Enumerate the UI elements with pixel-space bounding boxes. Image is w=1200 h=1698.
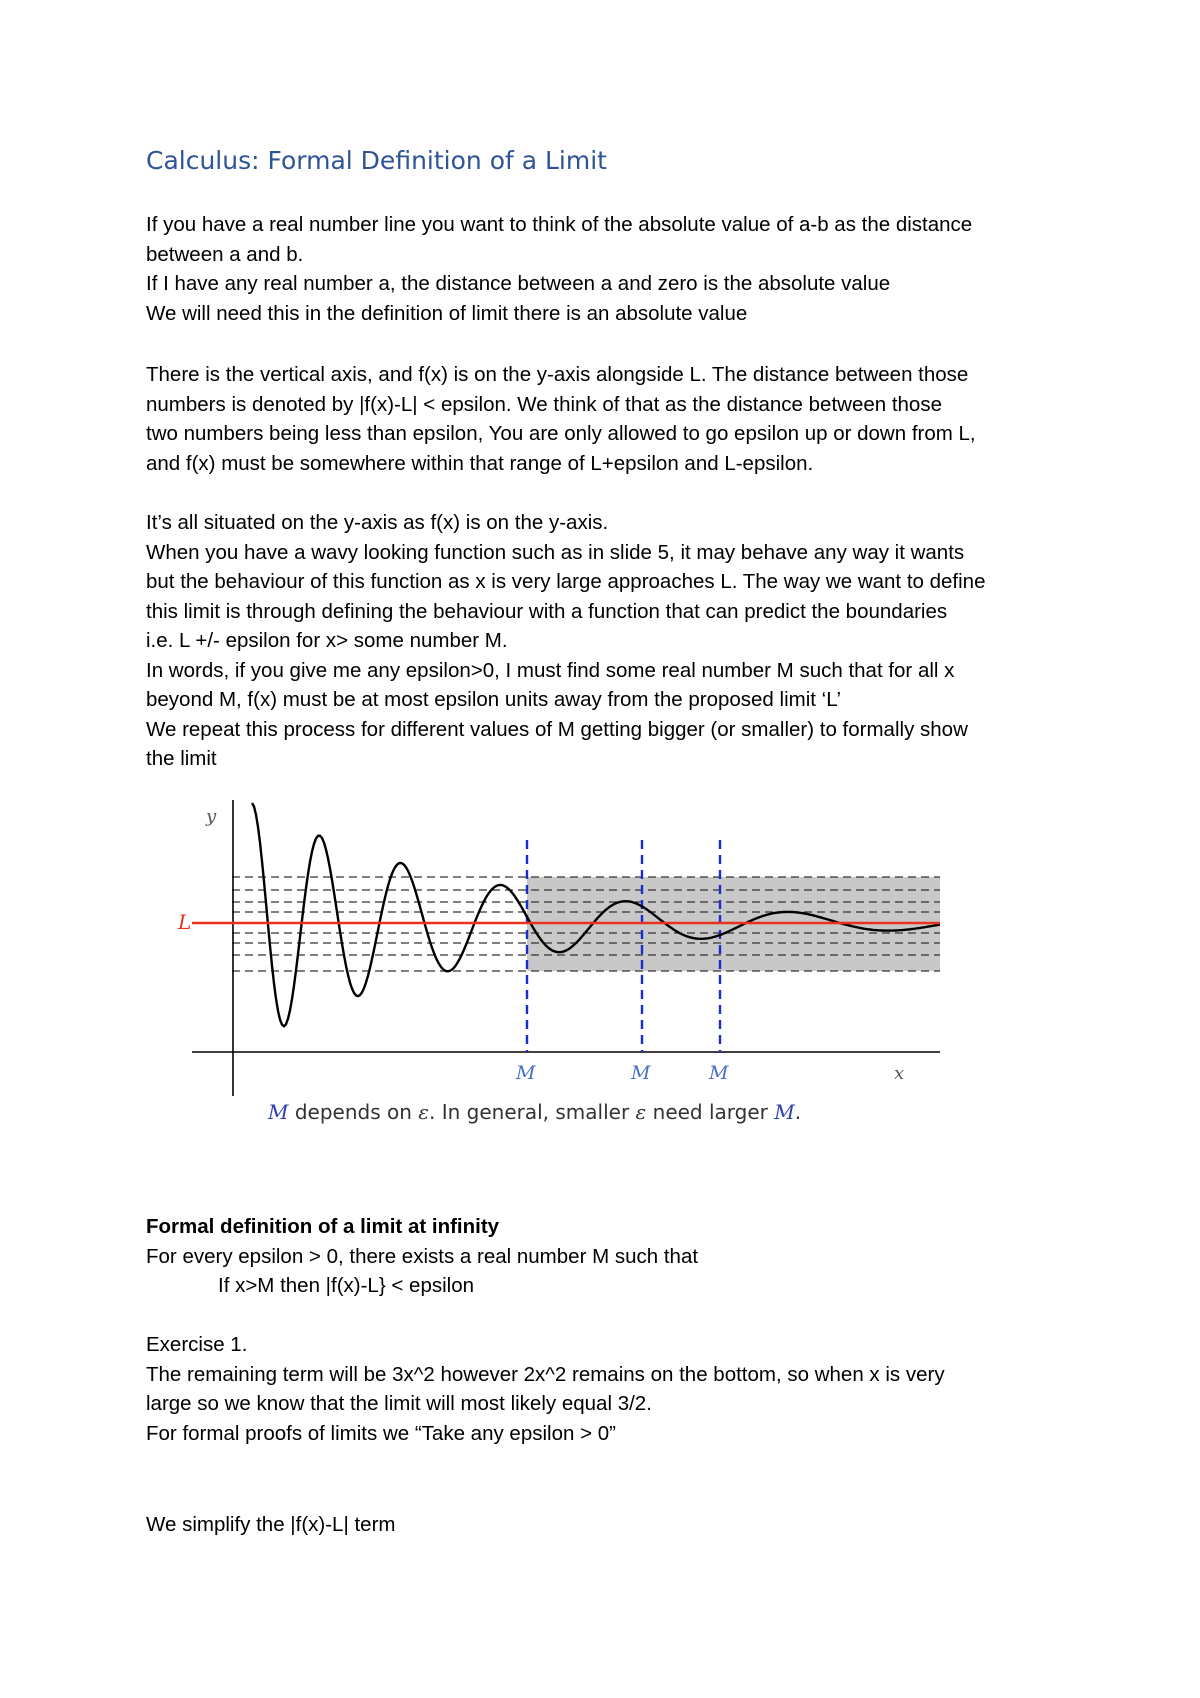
page-title: Calculus: Formal Definition of a Limit xyxy=(146,146,607,175)
text-line: and f(x) must be somewhere within that range of L+epsilon and L-epsilon. xyxy=(146,451,814,475)
text-line: We will need this in the definition of limit there is an absolute value xyxy=(146,301,748,325)
m-label-3: M xyxy=(709,1062,729,1084)
text-line: large so we know that the limit will most likely equal 3/2. xyxy=(146,1392,652,1415)
text-line: but the behaviour of this function as x is very large approaches L. The way we want to define xyxy=(146,570,986,593)
paragraph-vertical-axis xyxy=(146,360,1076,478)
figure-caption xyxy=(268,1100,801,1124)
text-line: We simplify the |f(x)-L| term xyxy=(146,1513,396,1536)
paragraph-formal-definition xyxy=(146,1212,1076,1301)
limit-figure xyxy=(170,790,940,1130)
text-line: i.e. L +/- epsilon for x> some number M. xyxy=(146,629,508,652)
text-line: numbers is denoted by |f(x)-L| < epsilon. We think of that as the distance between those xyxy=(146,392,942,416)
y-axis-label: y xyxy=(206,806,217,827)
text-line: For every epsilon > 0, there exists a real number M such that xyxy=(146,1244,699,1268)
caption-text: . In general, smaller xyxy=(429,1100,636,1124)
paragraph-simplify xyxy=(146,1510,1076,1540)
text-line: If you have a real number line you want to think of the absolute value of a-b as the distance xyxy=(146,213,973,236)
caption-text: . xyxy=(794,1100,802,1124)
text-line: We repeat this process for different values of M getting bigger (or smaller) to formally show xyxy=(146,717,968,741)
text-line: the limit xyxy=(146,747,217,770)
caption-epsilon: ε xyxy=(418,1100,429,1124)
text-line: this limit is through defining the behaviour with a function that can predict the boundaries xyxy=(146,599,948,623)
text-line: beyond M, f(x) must be at most epsilon units away from the proposed limit ‘L’ xyxy=(146,688,842,711)
text-line: In words, if you give me any epsilon>0, I must find some real number M such that for all x xyxy=(146,658,955,682)
caption-m: M xyxy=(268,1100,289,1124)
text-line: For formal proofs of limits we “Take any epsilon > 0” xyxy=(146,1421,616,1445)
paragraph-wavy-function xyxy=(146,508,1076,774)
caption-m: M xyxy=(774,1100,795,1124)
text-line: When you have a wavy looking function such as in slide 5, it may behave any way it wants xyxy=(146,540,965,564)
text-line: It’s all situated on the y-axis as f(x) is on the y-axis. xyxy=(146,511,609,534)
text-line: two numbers being less than epsilon, You are only allowed to go epsilon up or down from L, xyxy=(146,422,976,445)
m-label-1: M xyxy=(516,1062,536,1084)
text-line: There is the vertical axis, and f(x) is on the y-axis alongside L. The distance between those xyxy=(146,363,969,386)
text-line: If I have any real number a, the distance between a and zero is the absolute value xyxy=(146,272,891,295)
caption-text: need larger xyxy=(646,1100,775,1124)
m-label-2: M xyxy=(631,1062,651,1084)
section-heading: Exercise 1. xyxy=(146,1333,248,1356)
limit-label: L xyxy=(178,910,192,934)
text-line: between a and b. xyxy=(146,242,304,266)
paragraph-absolute-value xyxy=(146,210,1076,328)
text-line-indented: If x>M then |f(x)-L} < epsilon xyxy=(218,1274,474,1297)
text-line: The remaining term will be 3x^2 however 2x^2 remains on the bottom, so when x is very xyxy=(146,1362,945,1386)
caption-text: depends on xyxy=(288,1100,419,1124)
section-heading: Formal definition of a limit at infinity xyxy=(146,1215,500,1238)
x-axis-label: x xyxy=(894,1063,905,1084)
caption-epsilon: ε xyxy=(635,1100,647,1124)
paragraph-exercise xyxy=(146,1330,1076,1448)
